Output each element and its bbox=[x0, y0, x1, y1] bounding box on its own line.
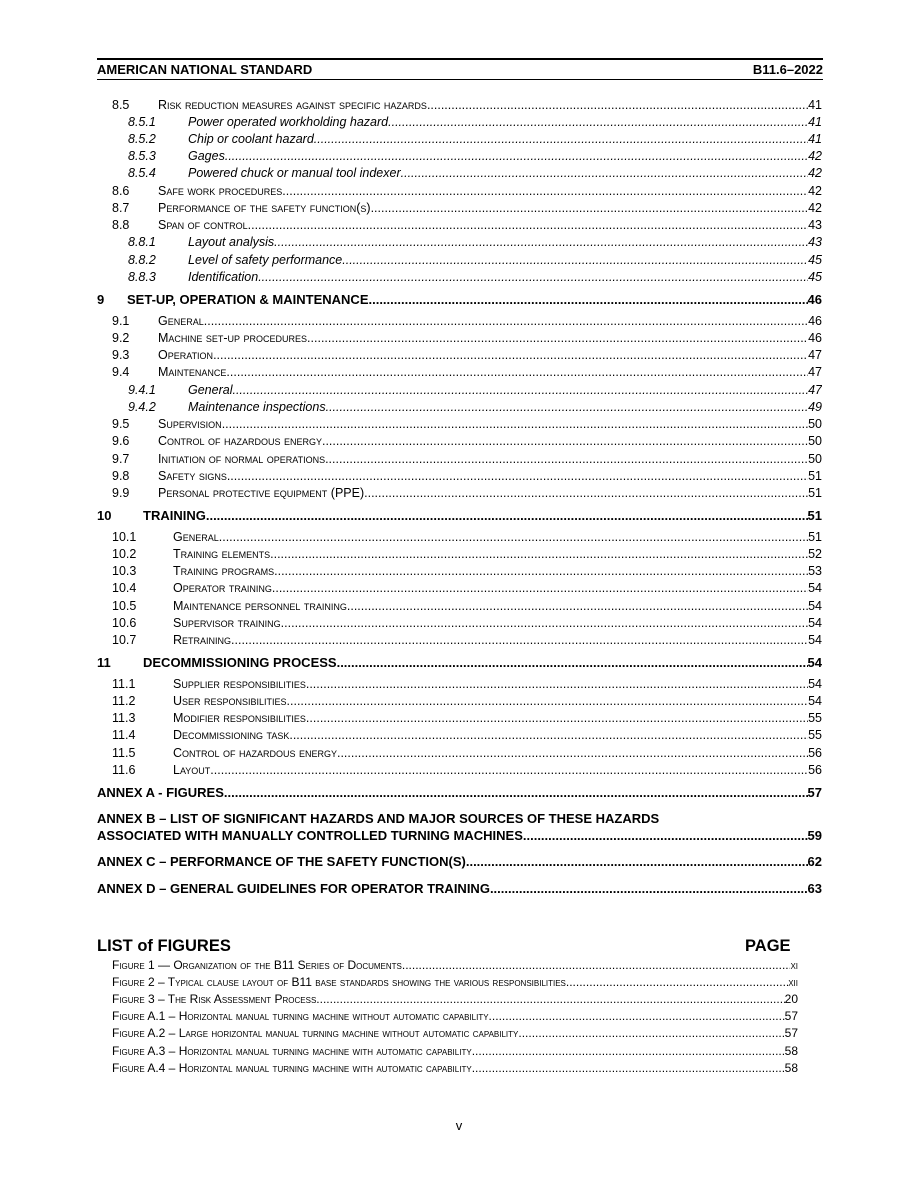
toc-entry[interactable] bbox=[112, 547, 822, 561]
toc-title: Operator training bbox=[173, 581, 272, 595]
toc-title: Training programs bbox=[173, 564, 275, 578]
toc-number: 9.1 bbox=[112, 314, 130, 328]
toc-leader bbox=[314, 132, 808, 146]
toc-entry[interactable] bbox=[112, 633, 822, 647]
toc-page: 59 bbox=[807, 828, 822, 843]
toc-leader bbox=[523, 828, 808, 843]
toc-title: Control of hazardous energy bbox=[173, 746, 337, 760]
toc-page: 53 bbox=[808, 564, 822, 578]
toc-page: 55 bbox=[808, 711, 822, 725]
toc-number: 8.8.1 bbox=[128, 235, 156, 249]
toc-annex-a[interactable] bbox=[97, 785, 822, 800]
toc-page: 43 bbox=[808, 235, 822, 249]
toc-number: 11 bbox=[97, 655, 111, 670]
toc-leader bbox=[466, 854, 808, 869]
toc-entry[interactable] bbox=[128, 115, 822, 129]
toc-leader bbox=[225, 149, 808, 163]
toc-entry[interactable] bbox=[112, 365, 822, 379]
toc-title: Operation bbox=[158, 348, 214, 362]
toc-title: Supervision bbox=[158, 417, 222, 431]
toc-leader bbox=[490, 881, 808, 896]
toc-page: 51 bbox=[808, 469, 822, 483]
toc-title: ANNEX D – GENERAL GUIDELINES FOR OPERATOR TRAINING bbox=[97, 881, 490, 896]
toc-title: Initiation of normal operations bbox=[158, 452, 326, 466]
toc-annex-b-line2[interactable] bbox=[97, 828, 822, 843]
toc-leader bbox=[307, 331, 808, 345]
toc-title: Chip or coolant hazard bbox=[188, 132, 314, 146]
toc-number: 8.5.2 bbox=[128, 132, 156, 146]
toc-title: Safety signs bbox=[158, 469, 227, 483]
figure-page: 57 bbox=[784, 1026, 798, 1040]
toc-number: 9.5 bbox=[112, 417, 130, 431]
toc-leader bbox=[258, 270, 808, 284]
toc-page: 54 bbox=[808, 616, 822, 630]
toc-annex-d[interactable] bbox=[97, 881, 822, 896]
toc-page: 50 bbox=[808, 417, 822, 431]
toc-number: 10.7 bbox=[112, 633, 137, 647]
toc-leader bbox=[316, 992, 784, 1006]
figure-title: Figure 3 – The Risk Assessment Process bbox=[112, 992, 317, 1006]
figure-entry[interactable] bbox=[112, 975, 798, 989]
toc-leader bbox=[402, 958, 791, 972]
toc-number: 10.1 bbox=[112, 530, 137, 544]
toc-leader bbox=[472, 1044, 785, 1058]
toc-entry[interactable] bbox=[128, 383, 822, 397]
toc-leader bbox=[342, 253, 808, 267]
toc-page: 47 bbox=[808, 365, 822, 379]
toc-page: 42 bbox=[808, 149, 822, 163]
figure-page: xii bbox=[788, 975, 798, 989]
toc-page: 42 bbox=[808, 166, 822, 180]
toc-page: 54 bbox=[808, 694, 822, 708]
toc-page: 55 bbox=[808, 728, 822, 742]
toc-entry[interactable] bbox=[112, 348, 822, 362]
toc-title: ASSOCIATED WITH MANUALLY CONTROLLED TURNING MACHINES bbox=[97, 828, 523, 843]
toc-leader bbox=[566, 975, 788, 989]
toc-title: Layout analysis bbox=[188, 235, 275, 249]
toc-number: 9.3 bbox=[112, 348, 130, 362]
figure-page: 58 bbox=[784, 1061, 798, 1075]
toc-entry[interactable] bbox=[128, 149, 822, 163]
toc-number: 9.4.1 bbox=[128, 383, 156, 397]
toc-number: 8.7 bbox=[112, 201, 130, 215]
toc-number: 9.7 bbox=[112, 452, 130, 466]
toc-chapter-entry[interactable] bbox=[97, 655, 822, 670]
toc-leader bbox=[368, 292, 807, 307]
toc-leader bbox=[248, 218, 808, 232]
toc-number: 10 bbox=[97, 508, 112, 523]
toc-number: 9.4.2 bbox=[128, 400, 156, 414]
figure-entry[interactable] bbox=[112, 958, 798, 972]
toc-leader bbox=[227, 469, 808, 483]
header-standard-number: B11.6–2022 bbox=[752, 62, 823, 77]
toc-number: 10.2 bbox=[112, 547, 137, 561]
toc-leader bbox=[364, 486, 808, 500]
toc-title: Layout bbox=[173, 763, 211, 777]
toc-page: 47 bbox=[808, 383, 822, 397]
toc-leader bbox=[282, 184, 808, 198]
toc-entry[interactable] bbox=[112, 746, 822, 760]
toc-number: 8.5.1 bbox=[128, 115, 156, 129]
toc-leader bbox=[326, 400, 809, 414]
toc-page: 63 bbox=[807, 881, 822, 896]
toc-leader bbox=[492, 1009, 785, 1023]
toc-annex-c[interactable] bbox=[97, 854, 822, 869]
toc-number: 9 bbox=[97, 292, 105, 307]
toc-leader bbox=[388, 115, 808, 129]
toc-title: General bbox=[173, 530, 219, 544]
toc-title: Supplier responsibilities bbox=[173, 677, 306, 691]
figure-page: xi bbox=[790, 958, 798, 972]
toc-page: 52 bbox=[808, 547, 822, 561]
figure-title: Figure A.4 – Horizontal manual turning machine with automatic capability bbox=[112, 1061, 472, 1075]
toc-page: 46 bbox=[808, 314, 822, 328]
toc-page: 45 bbox=[808, 270, 822, 284]
toc-leader bbox=[210, 763, 808, 777]
toc-entry[interactable] bbox=[128, 400, 822, 414]
toc-leader bbox=[219, 530, 808, 544]
toc-leader bbox=[306, 711, 808, 725]
toc-title: Performance of the safety function(s) bbox=[158, 201, 371, 215]
toc-number: 8.6 bbox=[112, 184, 130, 198]
toc-leader bbox=[226, 365, 808, 379]
toc-number: 11.5 bbox=[112, 746, 136, 760]
toc-entry[interactable] bbox=[112, 452, 822, 466]
toc-title: Risk reduction measures against specific hazards bbox=[158, 98, 427, 112]
toc-entry[interactable] bbox=[112, 763, 822, 777]
toc-entry[interactable] bbox=[112, 564, 822, 578]
toc-entry[interactable] bbox=[112, 530, 822, 544]
toc-title: Retraining bbox=[173, 633, 232, 647]
toc-leader bbox=[337, 655, 808, 670]
toc-page: 41 bbox=[808, 115, 822, 129]
toc-entry[interactable] bbox=[128, 132, 822, 146]
toc-page: 46 bbox=[808, 331, 822, 345]
page-header bbox=[97, 58, 823, 80]
toc-leader bbox=[306, 677, 808, 691]
toc-leader bbox=[274, 235, 808, 249]
figure-title: Figure A.1 – Horizontal manual turning machine without automatic capability. bbox=[112, 1009, 492, 1023]
toc-number: 8.5.4 bbox=[128, 166, 156, 180]
toc-title: SET-UP, OPERATION & MAINTENANCE bbox=[127, 292, 369, 307]
toc-number: 11.3 bbox=[112, 711, 136, 725]
toc-number: 11.6 bbox=[112, 763, 136, 777]
toc-title: Maintenance inspections bbox=[188, 400, 326, 414]
toc-page: 41 bbox=[808, 98, 822, 112]
toc-number: 10.6 bbox=[112, 616, 137, 630]
toc-entry[interactable] bbox=[112, 677, 822, 691]
header-title: AMERICAN NATIONAL STANDARD bbox=[97, 62, 313, 77]
toc-entry[interactable] bbox=[112, 314, 822, 328]
toc-title: ANNEX A - FIGURES bbox=[97, 785, 224, 800]
toc-number: 10.4 bbox=[112, 581, 137, 595]
toc-title: Supervisor training bbox=[173, 616, 281, 630]
figure-entry[interactable] bbox=[112, 1044, 798, 1058]
toc-title: Control of hazardous energy bbox=[158, 434, 322, 448]
toc-leader bbox=[281, 616, 808, 630]
toc-title: Span of control bbox=[158, 218, 248, 232]
toc-entry[interactable] bbox=[128, 166, 822, 180]
toc-page: 45 bbox=[808, 253, 822, 267]
toc-number: 10.5 bbox=[112, 599, 137, 613]
toc-page: 57 bbox=[807, 785, 822, 800]
toc-entry[interactable] bbox=[112, 486, 822, 500]
toc-leader bbox=[213, 348, 808, 362]
toc-title: TRAINING bbox=[143, 508, 206, 523]
toc-leader bbox=[347, 599, 808, 613]
figure-entry[interactable] bbox=[112, 1026, 798, 1040]
toc-leader bbox=[270, 547, 808, 561]
toc-title: User responsibilities bbox=[173, 694, 287, 708]
toc-title: Decommissioning task bbox=[173, 728, 290, 742]
toc-entry[interactable] bbox=[112, 434, 822, 448]
toc-leader bbox=[472, 1061, 785, 1075]
toc-entry[interactable] bbox=[112, 469, 822, 483]
figure-title: Figure A.3 – Horizontal manual turning machine with automatic capability bbox=[112, 1044, 472, 1058]
toc-leader bbox=[325, 452, 808, 466]
toc-number: 11.1 bbox=[112, 677, 136, 691]
toc-number: 9.2 bbox=[112, 331, 130, 345]
toc-page: 46 bbox=[807, 292, 822, 307]
toc-entry[interactable] bbox=[112, 694, 822, 708]
toc-title: Gages bbox=[188, 149, 225, 163]
toc-title: General bbox=[158, 314, 204, 328]
toc-page: 42 bbox=[808, 184, 822, 198]
toc-leader bbox=[289, 728, 808, 742]
toc-number: 8.5 bbox=[112, 98, 130, 112]
toc-number: 8.8 bbox=[112, 218, 130, 232]
toc-leader bbox=[206, 508, 808, 523]
toc-title: Level of safety performance bbox=[188, 253, 343, 267]
toc-number: 9.8 bbox=[112, 469, 130, 483]
toc-title: ANNEX C – PERFORMANCE OF THE SAFETY FUNCTION(S) bbox=[97, 854, 466, 869]
toc-number: 8.8.2 bbox=[128, 253, 156, 267]
toc-title: Power operated workholding hazard bbox=[188, 115, 389, 129]
toc-entry[interactable] bbox=[112, 616, 822, 630]
toc-page: 51 bbox=[807, 508, 822, 523]
toc-entry[interactable] bbox=[128, 253, 822, 267]
list-of-figures-page-label: PAGE bbox=[745, 937, 791, 955]
toc-number: 11.4 bbox=[112, 728, 136, 742]
toc-chapter-entry[interactable] bbox=[97, 508, 822, 523]
toc-entry[interactable] bbox=[128, 235, 822, 249]
toc-title: Training elements bbox=[173, 547, 271, 561]
toc-title: Modifier responsibilities bbox=[173, 711, 306, 725]
toc-page: 54 bbox=[807, 655, 822, 670]
toc-entry[interactable] bbox=[112, 331, 822, 345]
toc-number: 9.6 bbox=[112, 434, 130, 448]
toc-title: Maintenance personnel training bbox=[173, 599, 347, 613]
toc-entry[interactable] bbox=[112, 711, 822, 725]
toc-leader bbox=[337, 746, 808, 760]
toc-leader bbox=[272, 581, 808, 595]
toc-leader bbox=[427, 98, 808, 112]
toc-page: 43 bbox=[808, 218, 822, 232]
toc-leader bbox=[232, 383, 808, 397]
toc-page: 54 bbox=[808, 599, 822, 613]
list-of-figures-title: LIST of FIGURES bbox=[97, 937, 231, 955]
figure-page: 57 bbox=[784, 1009, 798, 1023]
figure-page: 58 bbox=[784, 1044, 798, 1058]
figure-entry[interactable] bbox=[112, 1061, 798, 1075]
toc-title: Personal protective equipment (PPE) bbox=[158, 486, 365, 500]
toc-page: 54 bbox=[808, 677, 822, 691]
toc-number: 11.2 bbox=[112, 694, 136, 708]
toc-leader bbox=[518, 1026, 784, 1040]
toc-page: 50 bbox=[808, 434, 822, 448]
toc-number: 8.5.3 bbox=[128, 149, 156, 163]
figure-title: Figure 1 — Organization of the B11 Series of Documents bbox=[112, 958, 402, 972]
toc-leader bbox=[287, 694, 809, 708]
toc-page: 62 bbox=[807, 854, 822, 869]
toc-leader bbox=[222, 417, 808, 431]
toc-title: Safe work procedures bbox=[158, 184, 283, 198]
toc-leader bbox=[371, 201, 809, 215]
toc-page: 51 bbox=[808, 530, 822, 544]
page-number: v bbox=[455, 1118, 463, 1133]
toc-page: 54 bbox=[808, 581, 822, 595]
toc-entry[interactable] bbox=[128, 270, 822, 284]
toc-leader bbox=[224, 785, 808, 800]
toc-title: General bbox=[188, 383, 233, 397]
toc-entry[interactable] bbox=[112, 599, 822, 613]
toc-page: 50 bbox=[808, 452, 822, 466]
toc-page: 49 bbox=[808, 400, 822, 414]
toc-leader bbox=[204, 314, 808, 328]
figure-entry[interactable] bbox=[112, 992, 798, 1006]
toc-leader bbox=[231, 633, 808, 647]
toc-page: 54 bbox=[808, 633, 822, 647]
toc-page: 51 bbox=[808, 486, 822, 500]
toc-entry[interactable] bbox=[112, 218, 822, 232]
figure-entry[interactable] bbox=[112, 1009, 798, 1023]
toc-leader bbox=[322, 434, 808, 448]
toc-entry[interactable] bbox=[112, 417, 822, 431]
toc-page: 41 bbox=[808, 132, 822, 146]
toc-chapter-entry[interactable] bbox=[97, 292, 822, 307]
figure-title: Figure A.2 – Large horizontal manual turning machine without automatic capability bbox=[112, 1026, 519, 1040]
toc-number: 9.4 bbox=[112, 365, 130, 379]
toc-page: 47 bbox=[808, 348, 822, 362]
toc-page: 42 bbox=[808, 201, 822, 215]
toc-title: Powered chuck or manual tool indexer bbox=[188, 166, 401, 180]
toc-title: Machine set-up procedures bbox=[158, 331, 308, 345]
toc-title: ANNEX B – LIST OF SIGNIFICANT HAZARDS AND MAJOR SOURCES OF THESE HAZARDS bbox=[97, 811, 660, 826]
toc-number: 9.9 bbox=[112, 486, 130, 500]
toc-leader bbox=[401, 166, 808, 180]
toc-number: 10.3 bbox=[112, 564, 137, 578]
toc-entry[interactable] bbox=[112, 728, 822, 742]
toc-title: Maintenance bbox=[158, 365, 227, 379]
toc-title: DECOMMISSIONING PROCESS bbox=[143, 655, 337, 670]
toc-annex-b[interactable] bbox=[97, 810, 822, 827]
toc-leader bbox=[274, 564, 808, 578]
toc-entry[interactable] bbox=[112, 201, 822, 215]
toc-number: 8.8.3 bbox=[128, 270, 156, 284]
toc-entry[interactable] bbox=[112, 184, 822, 198]
toc-title: Identification bbox=[188, 270, 259, 284]
figure-page: 20 bbox=[784, 992, 798, 1006]
figure-title: Figure 2 – Typical clause layout of B11 base standards showing the various responsibilities bbox=[112, 975, 566, 989]
toc-entry[interactable] bbox=[112, 98, 822, 112]
toc-page: 56 bbox=[808, 763, 822, 777]
toc-entry[interactable] bbox=[112, 581, 822, 595]
toc-page: 56 bbox=[808, 746, 822, 760]
